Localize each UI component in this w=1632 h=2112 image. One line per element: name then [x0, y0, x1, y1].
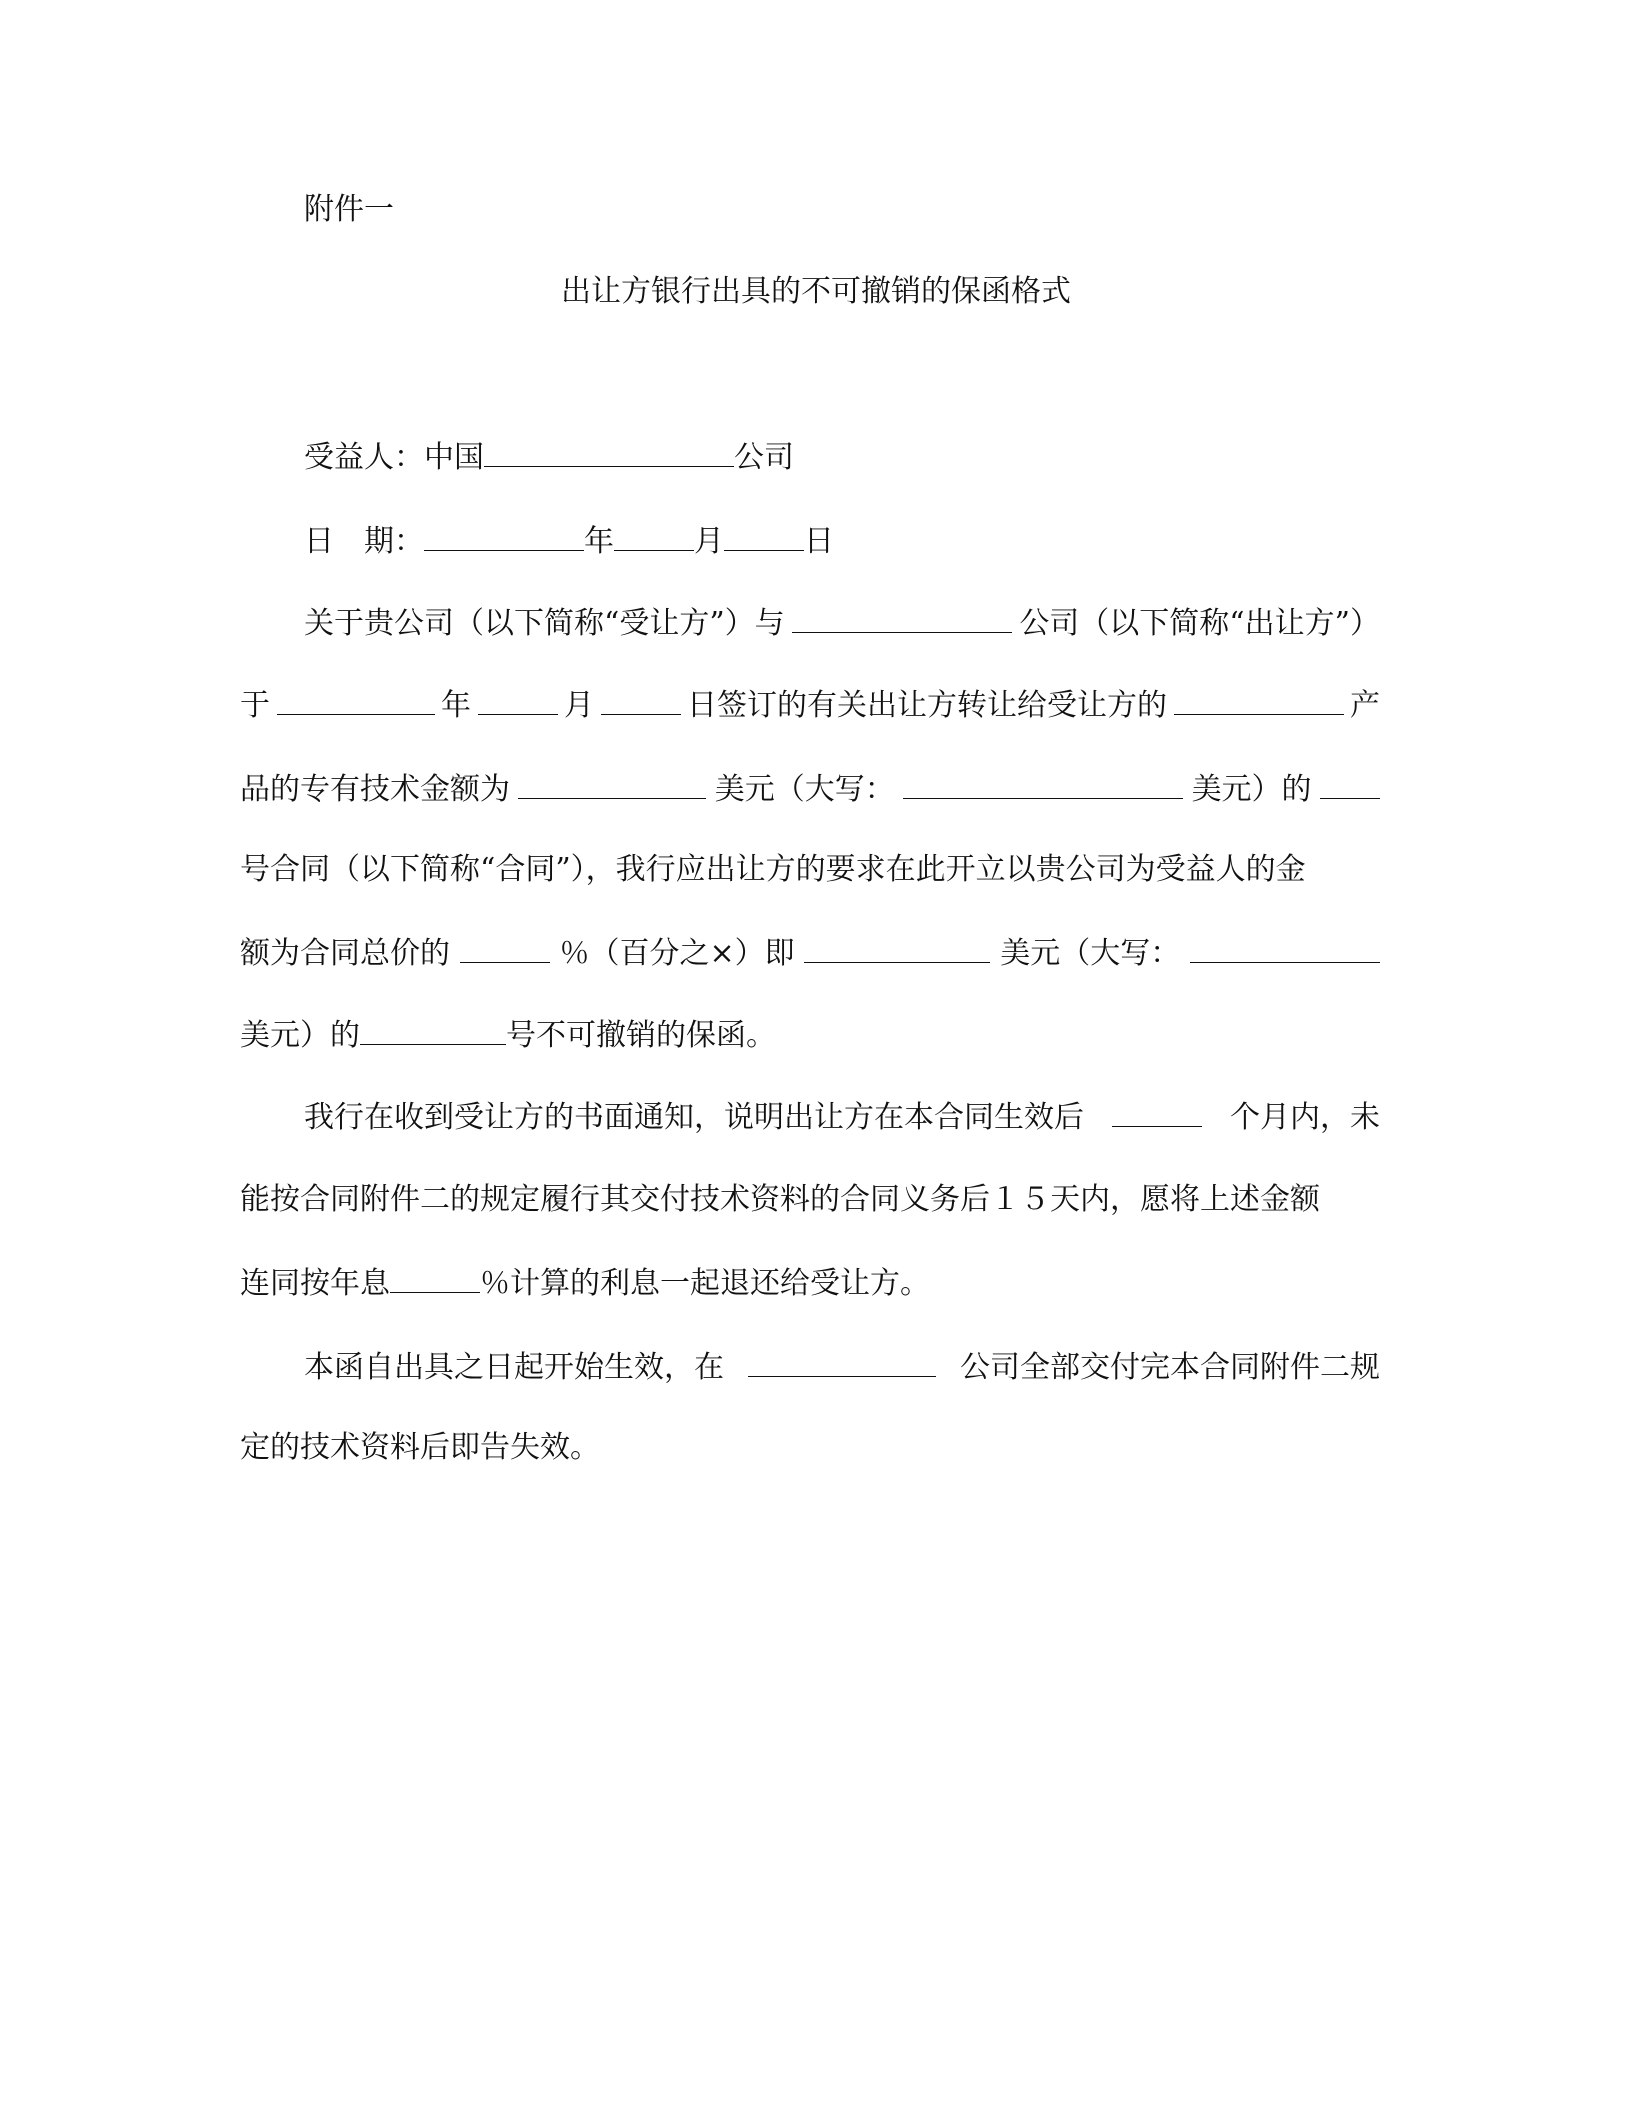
- para1-text: 年: [441, 688, 471, 723]
- attachment-label: 附件一: [304, 192, 394, 227]
- date-year-label: 年: [584, 524, 614, 559]
- date-month-label: 月: [694, 524, 724, 559]
- para1-text: 号不可撤销的保函。: [506, 1018, 776, 1053]
- para3-text: 本函自出具之日起开始生效，在: [304, 1350, 724, 1385]
- document-title: 出让方银行出具的不可撤销的保函格式: [561, 274, 1071, 309]
- para1-text: 美元（大写：: [714, 772, 895, 807]
- date-label: 日 期：: [304, 524, 424, 559]
- para2-text: 能按合同附件二的规定履行其交付技术资料的合同义务后１５天内，愿将上述金额: [240, 1182, 1320, 1217]
- para1-line3: [240, 768, 1380, 810]
- para1-text: 额为合同总价的: [240, 936, 450, 971]
- para2-text: 个月内，未: [1230, 1100, 1380, 1135]
- para2-text: ％计算的利息一起退还给受让方。: [480, 1266, 930, 1301]
- para3-line1: [304, 1346, 1380, 1388]
- para1-text: 美元）的: [1191, 772, 1312, 807]
- percent-blank: [460, 932, 550, 963]
- para1-line4: [240, 850, 1380, 890]
- date-month-blank: [614, 520, 694, 551]
- date-day-label: 日: [804, 524, 834, 559]
- para1-text: 美元（大写：: [1000, 936, 1181, 971]
- para1-line2: [240, 684, 1380, 726]
- guarantee-words-blank: [1190, 932, 1380, 963]
- sign-month-blank: [478, 684, 558, 715]
- para1-text: 日签订的有关出让方转让给受让方的: [687, 688, 1167, 723]
- para2-line2: [240, 1180, 1380, 1220]
- amount-usd-blank: [518, 768, 706, 799]
- para2-text: 我行在收到受让方的书面通知，说明出让方在本合同生效后: [304, 1100, 1084, 1135]
- date-line: [304, 520, 1444, 562]
- product-blank: [1174, 684, 1344, 715]
- date-year-blank: [424, 520, 584, 551]
- para1-text: 关于贵公司（以下简称“受让方”）与: [304, 606, 785, 641]
- para1-line5: [240, 932, 1380, 974]
- para1-text: 号合同（以下简称“合同”），我行应出让方的要求在此开立以贵公司为受益人的金: [240, 852, 1306, 887]
- para1-line1: [304, 602, 1380, 644]
- para1-text: 美元）的: [240, 1018, 360, 1053]
- para1-line6: [240, 1014, 1380, 1056]
- para2-text: 连同按年息: [240, 1266, 390, 1301]
- para1-text: 月: [564, 688, 594, 723]
- para2-line3: [240, 1262, 1380, 1304]
- beneficiary-company-blank: [484, 436, 734, 467]
- para1-text: 公司（以下简称“出让方”）: [1019, 606, 1380, 641]
- months-blank: [1112, 1096, 1202, 1127]
- amount-words-blank: [903, 768, 1183, 799]
- para2-line1: [304, 1096, 1380, 1138]
- transferor-company-blank: [792, 602, 1012, 633]
- sign-year-blank: [277, 684, 435, 715]
- beneficiary-suffix: 公司: [734, 440, 794, 475]
- delivering-company-blank: [748, 1346, 936, 1377]
- para3-text: 公司全部交付完本合同附件二规: [960, 1350, 1380, 1385]
- para1-text: 于: [240, 688, 270, 723]
- guarantee-no-blank: [360, 1014, 506, 1045]
- date-day-blank: [724, 520, 804, 551]
- sign-day-blank: [601, 684, 681, 715]
- guarantee-usd-blank: [804, 932, 990, 963]
- beneficiary-label: 受益人：中国: [304, 440, 484, 475]
- para1-text: 品的专有技术金额为: [240, 772, 510, 807]
- contract-no-blank: [1320, 768, 1380, 799]
- para1-text: ％（百分之×）即: [559, 936, 795, 971]
- interest-rate-blank: [390, 1262, 480, 1293]
- para1-text: 产: [1350, 688, 1380, 723]
- para3-line2: 定的技术资料后即告失效。: [240, 1430, 600, 1465]
- beneficiary-line: [304, 436, 1444, 478]
